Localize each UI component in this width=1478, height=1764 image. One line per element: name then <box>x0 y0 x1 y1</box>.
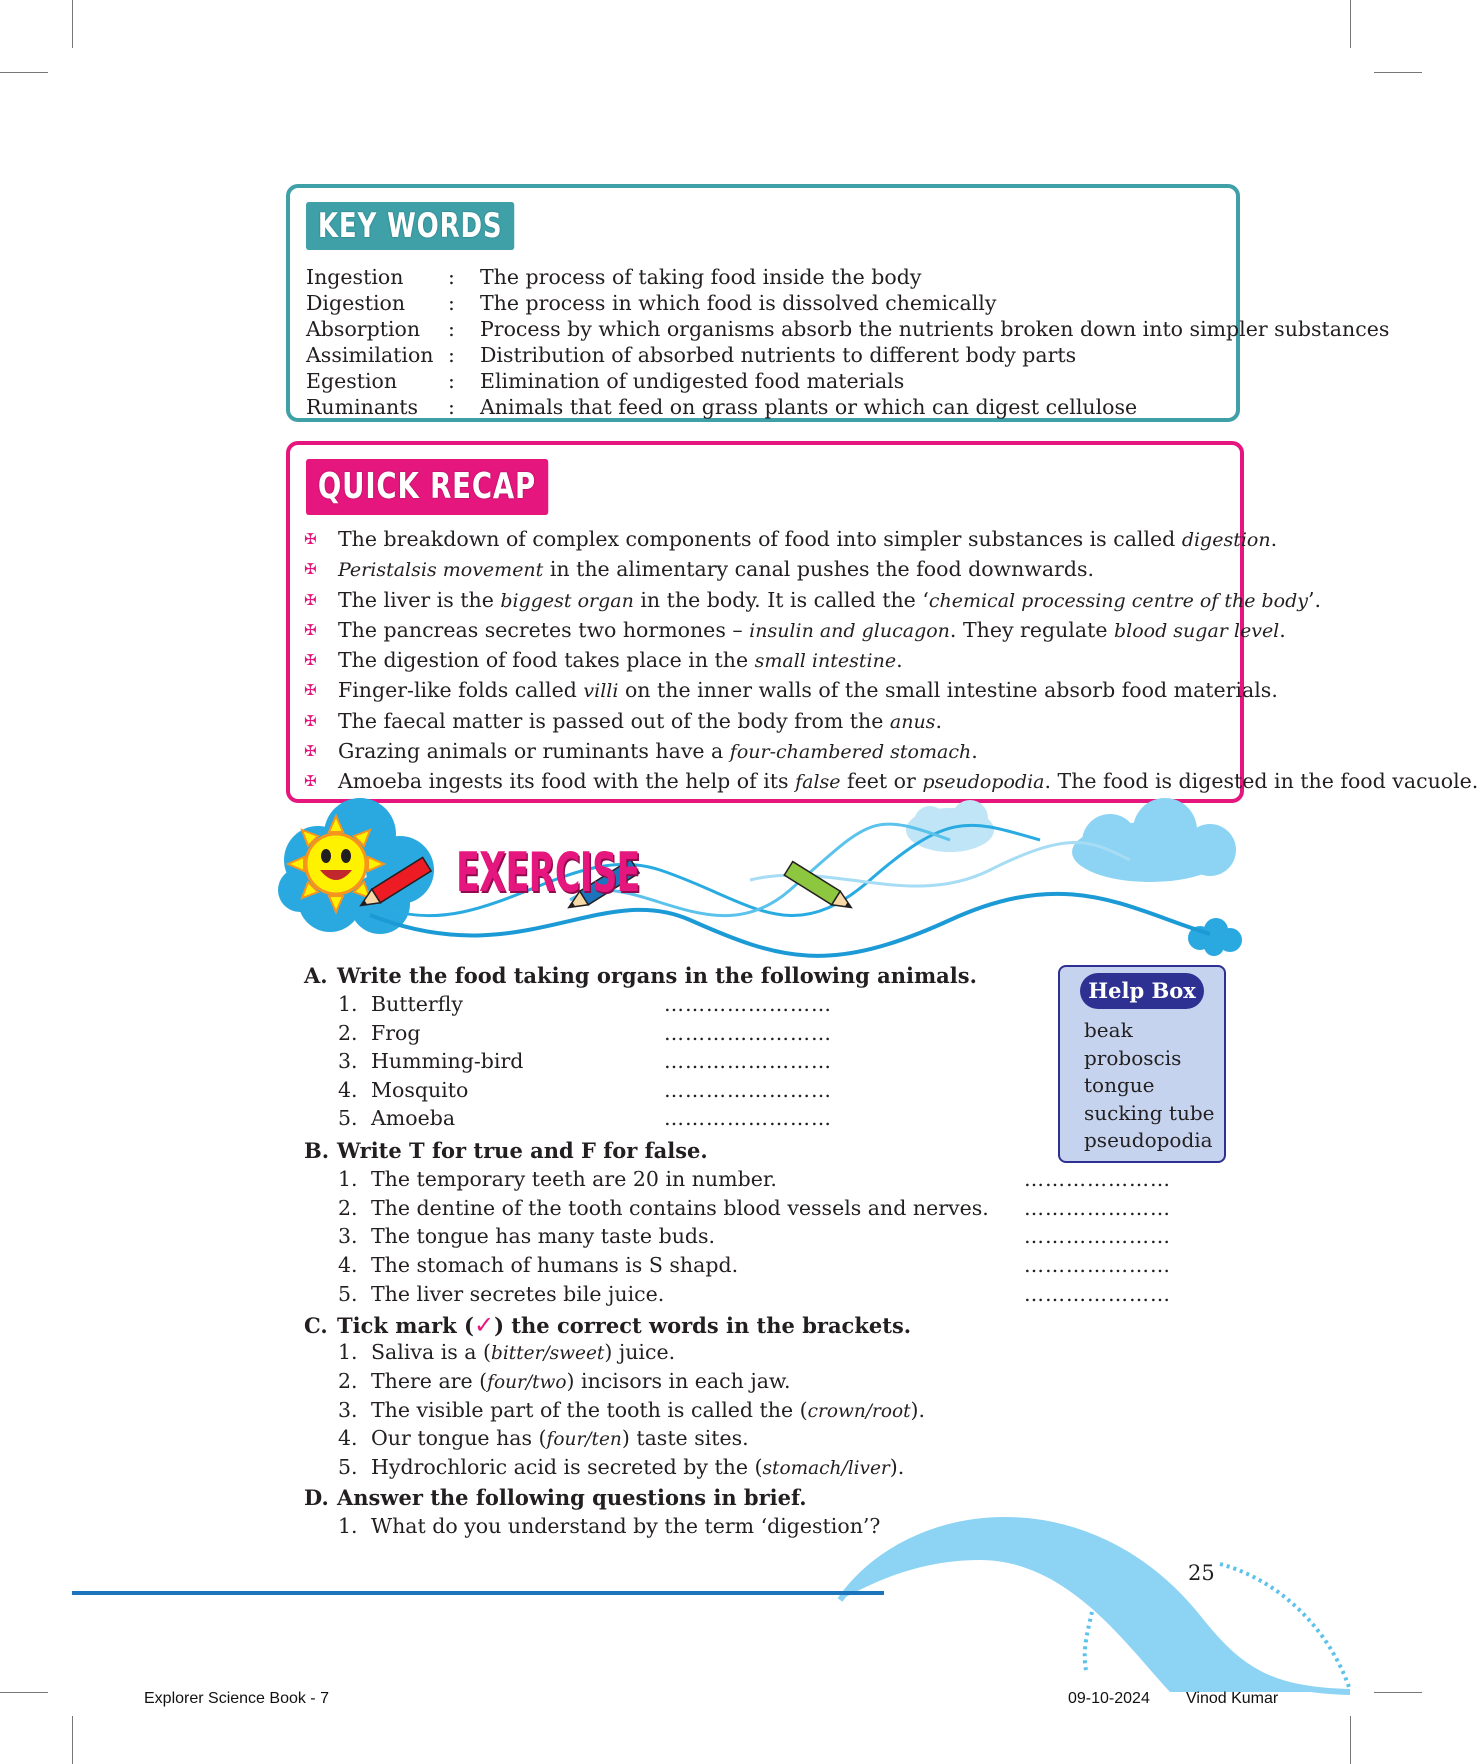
help-word: pseudopodia <box>1084 1128 1213 1152</box>
key-word-row <box>306 394 1389 420</box>
crop-mark <box>72 1716 73 1764</box>
section-heading-text: Answer the following questions in brief. <box>337 1485 807 1510</box>
item-number: 2. <box>338 1020 358 1045</box>
section-heading-text: Tick mark ( <box>337 1313 474 1338</box>
section-c-item <box>338 1398 925 1422</box>
recap-segment: . <box>971 739 978 764</box>
key-word-definition: Elimination of undigested food materials <box>480 369 905 393</box>
item-number: 4. <box>338 1426 358 1451</box>
recap-text <box>338 616 1286 646</box>
footer-author: Vinod Kumar <box>1186 1690 1279 1707</box>
recap-emphasis: villi <box>583 680 619 703</box>
answer-blank[interactable]: …………………… <box>664 992 832 1016</box>
answer-blank[interactable]: …………………… <box>664 1106 832 1131</box>
wave-decoration <box>830 1500 1370 1700</box>
sentence-part: Hydrochloric acid is secreted by the ( <box>371 1455 763 1480</box>
recap-emphasis: pseudopodia <box>922 771 1045 794</box>
tick-mark-icon: ✓ <box>473 1311 495 1339</box>
footer-book-title: Explorer Science Book - 7 <box>144 1690 329 1707</box>
bullet-icon: ✠ <box>304 560 317 579</box>
key-word-row <box>306 342 1389 368</box>
section-c-item <box>338 1426 749 1450</box>
recap-item <box>304 767 1478 797</box>
recap-segment: feet or <box>840 769 923 794</box>
section-label: C. <box>304 1313 328 1338</box>
recap-segment: ’. <box>1308 587 1322 612</box>
crop-mark <box>72 0 73 48</box>
answer-blank[interactable]: ………………… <box>1024 1281 1171 1306</box>
section-b-item <box>338 1282 664 1306</box>
sentence-part: There are ( <box>371 1368 488 1393</box>
bullet-icon: ✠ <box>304 681 317 700</box>
exercise-title: EXERCISE <box>456 841 640 904</box>
item-number: 2. <box>338 1368 358 1393</box>
section-heading-text: Write T for true and F for false. <box>337 1138 708 1163</box>
statement-text: The tongue has many taste buds. <box>371 1224 716 1249</box>
key-word-row <box>306 316 1389 342</box>
key-word-separator: : <box>448 369 455 393</box>
key-word-row <box>306 368 1389 394</box>
item-number: 3. <box>338 1224 358 1249</box>
animal-name: Butterfly <box>371 992 463 1016</box>
recap-emphasis: Peristalsis movement <box>338 559 544 582</box>
cloud-icon <box>1072 798 1236 882</box>
section-c-item <box>338 1455 904 1479</box>
key-word-term: Assimilation <box>306 343 434 367</box>
recap-segment: in the alimentary canal pushes the food downwards. <box>543 557 1095 582</box>
key-word-term: Ruminants <box>306 395 419 419</box>
cloud-icon <box>1188 918 1242 956</box>
recap-text <box>338 555 1094 585</box>
recap-segment: . <box>896 648 903 673</box>
key-word-separator: : <box>448 265 455 289</box>
key-word-row <box>306 264 1389 290</box>
key-words-box <box>286 184 1390 422</box>
key-words-list <box>306 264 1389 420</box>
item-number: 5. <box>338 1455 358 1480</box>
section-b-item <box>338 1224 715 1248</box>
recap-text <box>338 525 1277 555</box>
section-heading-text: Write the food taking organs in the following animals. <box>337 963 977 988</box>
key-word-term: Absorption <box>306 317 421 341</box>
help-word: proboscis <box>1084 1045 1182 1070</box>
recap-emphasis: digestion <box>1181 529 1271 551</box>
recap-segment: on the inner walls of the small intestine absorb food materials. <box>618 678 1278 703</box>
answer-blank[interactable]: ………………… <box>1024 1253 1171 1278</box>
section-a-item <box>338 992 463 1016</box>
recap-item <box>304 525 1478 555</box>
key-word-separator: : <box>448 395 455 419</box>
answer-blank[interactable]: ………………… <box>1024 1195 1171 1220</box>
quick-recap-list <box>304 525 1478 798</box>
recap-segment: . They regulate <box>949 617 1114 642</box>
statement-text: The dentine of the tooth contains blood vessels and nerves. <box>371 1195 989 1220</box>
section-a-heading <box>304 963 977 988</box>
word-choice[interactable]: stomach/liver <box>762 1458 890 1480</box>
recap-item <box>304 646 1478 676</box>
key-word-separator: : <box>448 343 455 367</box>
answer-blank[interactable]: ………………… <box>1024 1167 1171 1191</box>
animal-name: Humming-bird <box>371 1049 524 1074</box>
animal-name: Amoeba <box>371 1106 456 1131</box>
recap-emphasis: insulin and glucagon <box>749 619 950 642</box>
section-a-item <box>338 1049 523 1073</box>
help-box-words <box>1084 1017 1214 1155</box>
recap-emphasis: blood sugar level <box>1113 619 1280 642</box>
key-word-definition: Animals that feed on grass plants or which can digest cellulose <box>480 395 1138 419</box>
bullet-icon: ✠ <box>304 651 317 670</box>
recap-text <box>338 737 978 767</box>
key-word-term: Digestion <box>306 291 406 315</box>
recap-segment: . The food is digested in the food vacuole. <box>1044 769 1478 794</box>
item-number: 4. <box>338 1253 358 1278</box>
recap-emphasis: false <box>795 771 841 794</box>
sentence-part: ) juice. <box>604 1340 676 1364</box>
recap-text <box>338 676 1278 706</box>
help-box <box>1058 965 1226 1163</box>
recap-segment: The pancreas secretes two hormones – <box>338 617 750 642</box>
recap-segment: . <box>1270 527 1278 551</box>
section-c-item <box>338 1369 791 1393</box>
recap-item <box>304 616 1478 646</box>
sentence-part: ) incisors in each jaw. <box>566 1368 791 1393</box>
animal-name: Frog <box>371 1020 421 1045</box>
key-word-definition: Process by which organisms absorb the nutrients broken down into simpler substances <box>480 317 1390 341</box>
section-label: B. <box>304 1138 330 1163</box>
section-b-item <box>338 1196 989 1220</box>
recap-segment: The faecal matter is passed out of the body from the <box>338 708 890 733</box>
item-number: 5. <box>338 1281 358 1306</box>
recap-item <box>304 586 1478 616</box>
bullet-icon: ✠ <box>304 590 317 609</box>
recap-item <box>304 676 1478 706</box>
question-text: What do you understand by the term ‘digestion’? <box>371 1514 881 1538</box>
item-number: 1. <box>338 992 358 1016</box>
section-label: D. <box>304 1485 329 1510</box>
recap-text <box>338 707 942 737</box>
recap-item <box>304 707 1478 737</box>
bullet-icon: ✠ <box>304 530 317 548</box>
section-label: A. <box>304 963 328 988</box>
item-number: 1. <box>338 1167 358 1191</box>
footer-date: 09-10-2024 <box>1068 1690 1150 1707</box>
key-word-definition: The process in which food is dissolved chemically <box>480 291 997 315</box>
exercise-banner <box>270 800 1260 960</box>
crop-mark <box>1350 0 1351 48</box>
item-number: 4. <box>338 1077 358 1102</box>
section-a-item <box>338 1078 468 1102</box>
help-box-title: Help Box <box>1080 973 1204 1009</box>
sentence-part: Saliva is a ( <box>371 1340 492 1364</box>
recap-emphasis: biggest organ <box>500 589 634 612</box>
crop-mark <box>1374 1692 1422 1693</box>
crop-mark <box>0 72 48 73</box>
section-c-item <box>338 1340 675 1364</box>
key-word-definition: The process of taking food inside the body <box>480 265 922 289</box>
item-number: 1. <box>338 1514 358 1538</box>
recap-emphasis: chemical processing centre of the body <box>928 589 1309 612</box>
page-number: 25 <box>1188 1561 1215 1585</box>
key-words-title: KEY WORDS <box>306 202 514 250</box>
item-number: 5. <box>338 1106 358 1131</box>
item-number: 3. <box>338 1049 358 1074</box>
footer-rule <box>72 1591 884 1595</box>
key-word-separator: : <box>448 317 455 341</box>
crop-mark <box>1374 72 1422 73</box>
answer-blank[interactable]: …………………… <box>664 1077 832 1102</box>
word-choice[interactable]: bitter/sweet <box>491 1343 605 1364</box>
quick-recap-box <box>286 441 1478 803</box>
section-d-item <box>338 1514 880 1538</box>
recap-text <box>338 646 903 676</box>
section-b-item <box>338 1167 777 1191</box>
recap-segment: The digestion of food takes place in the <box>338 648 755 673</box>
bullet-icon: ✠ <box>304 742 317 761</box>
sentence-part: ) taste sites. <box>621 1426 749 1451</box>
help-word: sucking tube <box>1084 1100 1215 1125</box>
item-number: 2. <box>338 1195 358 1220</box>
recap-item <box>304 737 1478 767</box>
bullet-icon: ✠ <box>304 711 317 730</box>
section-a-item <box>338 1021 421 1045</box>
recap-emphasis: four-chambered stomach <box>729 741 972 764</box>
section-b-heading <box>304 1138 708 1163</box>
key-word-term: Egestion <box>306 369 398 393</box>
word-choice[interactable]: four/two <box>487 1371 567 1393</box>
statement-text: The liver secretes bile juice. <box>371 1281 665 1306</box>
section-heading-text: ) the correct words in the brackets. <box>494 1313 912 1338</box>
key-word-term: Ingestion <box>306 265 404 289</box>
item-number: 3. <box>338 1397 358 1422</box>
bullet-icon: ✠ <box>304 772 317 791</box>
sentence-part: ). <box>889 1455 905 1480</box>
bullet-icon: ✠ <box>304 620 317 639</box>
recap-segment: Finger-like folds called <box>338 678 584 703</box>
answer-blank[interactable]: …………………… <box>664 1049 832 1074</box>
animal-name: Mosquito <box>371 1077 469 1102</box>
recap-item <box>304 555 1478 585</box>
recap-segment: Grazing animals or ruminants have a <box>338 739 730 764</box>
sentence-part: ). <box>910 1397 926 1422</box>
recap-emphasis: anus <box>889 710 936 733</box>
recap-segment: Amoeba ingests its food with the help of its <box>338 769 796 794</box>
word-choice[interactable]: four/ten <box>546 1429 622 1451</box>
green-pencil-icon <box>784 862 855 915</box>
crop-mark <box>0 1692 48 1693</box>
answer-blank[interactable]: …………………… <box>664 1020 832 1045</box>
sentence-part: The visible part of the tooth is called the ( <box>371 1397 808 1422</box>
section-a-item <box>338 1106 455 1130</box>
help-word: tongue <box>1084 1073 1155 1097</box>
recap-text <box>338 767 1478 797</box>
recap-segment: . <box>935 708 942 733</box>
section-c-heading <box>304 1311 911 1339</box>
statement-text: The temporary teeth are 20 in number. <box>371 1167 777 1191</box>
recap-segment: in the body. It is called the ‘ <box>633 587 929 612</box>
word-choice[interactable]: crown/root <box>807 1400 911 1422</box>
key-word-row <box>306 290 1389 316</box>
key-word-definition: Distribution of absorbed nutrients to different body parts <box>480 343 1077 367</box>
recap-segment: . <box>1279 617 1286 642</box>
item-number: 1. <box>338 1340 358 1364</box>
recap-segment: The liver is the <box>338 587 501 612</box>
help-word: beak <box>1084 1018 1133 1042</box>
section-b-item <box>338 1253 738 1277</box>
quick-recap-title: QUICK RECAP <box>306 459 548 515</box>
key-word-separator: : <box>448 291 455 315</box>
recap-text <box>338 586 1321 616</box>
section-d-heading <box>304 1485 807 1510</box>
answer-blank[interactable]: ………………… <box>1024 1224 1171 1249</box>
recap-segment: The breakdown of complex components of food into simpler substances is called <box>338 527 1182 551</box>
sentence-part: Our tongue has ( <box>371 1426 547 1451</box>
recap-emphasis: small intestine <box>754 650 897 673</box>
statement-text: The stomach of humans is S shapd. <box>371 1253 739 1278</box>
crop-mark <box>1350 1716 1351 1764</box>
